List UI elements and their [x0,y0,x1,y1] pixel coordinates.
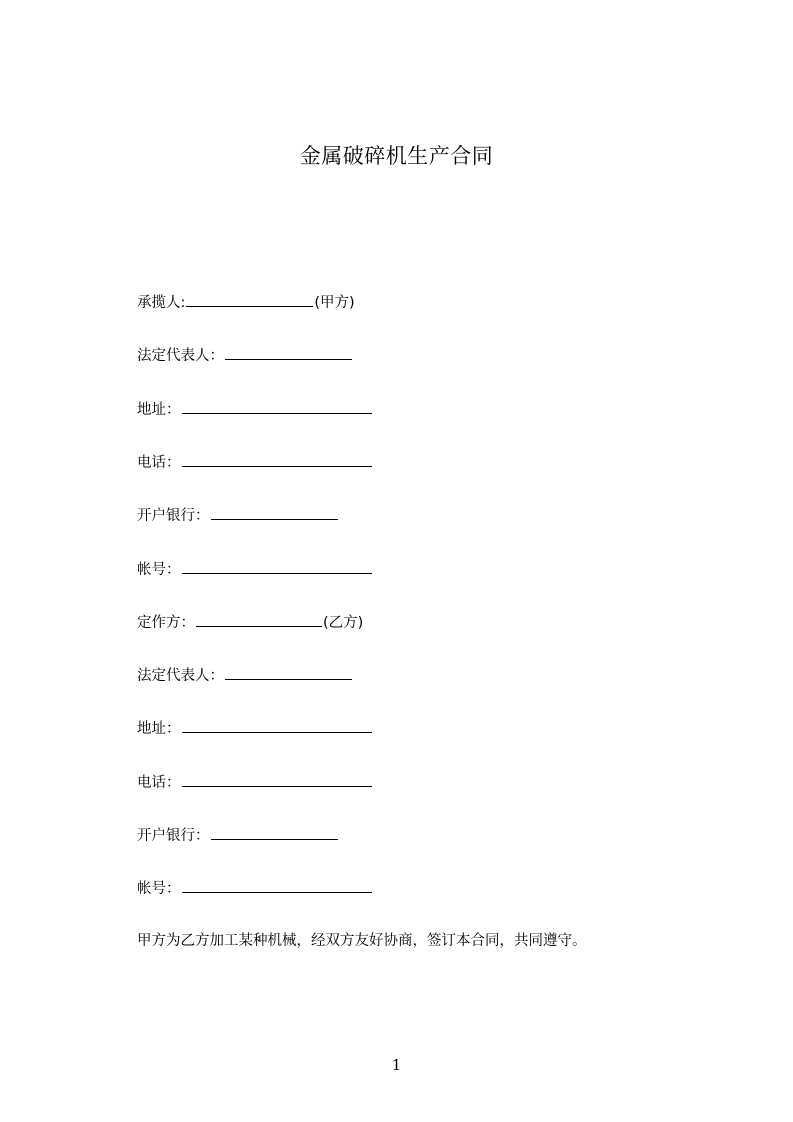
party-a-phone-line [137,451,373,473]
orderer-label: 定作方： [137,615,195,631]
party-b-phone-line [137,771,373,793]
legal-rep-blank[interactable] [225,344,352,360]
bank-blank[interactable] [211,824,338,840]
account-blank[interactable] [182,877,372,893]
address-label: 地址： [137,721,181,737]
party-b-address-line [137,717,373,739]
address-label: 地址： [137,402,181,418]
contractor-blank[interactable] [186,291,313,307]
legal-rep-label: 法定代表人： [137,348,224,364]
bank-blank[interactable] [211,504,338,520]
contractor-label: 承揽人: [137,295,186,311]
legal-rep-label: 法定代表人： [137,668,224,684]
account-label: 帐号： [137,562,181,578]
party-b-orderer-line [137,611,363,633]
address-blank[interactable] [182,398,372,414]
legal-rep-blank[interactable] [225,664,352,680]
party-b-legal-rep-line [137,664,353,686]
address-blank[interactable] [182,717,372,733]
document-title: 金属破碎机生产合同 [299,144,494,168]
bank-label: 开户银行： [137,828,210,844]
party-b-account-line [137,877,373,899]
party-a-bank-line [137,504,339,526]
party-a-contractor-line [137,291,355,313]
bank-label: 开户银行： [137,508,210,524]
phone-label: 电话： [137,455,181,471]
intro-paragraph: 甲方为乙方加工某种机械，经双方友好协商，签订本合同，共同遵守。 [137,933,587,949]
party-b-bank-line [137,824,339,846]
page-number: 1 [391,1056,402,1074]
phone-blank[interactable] [182,771,372,787]
orderer-blank[interactable] [196,611,322,627]
orderer-suffix: (乙方) [323,615,364,631]
party-a-address-line [137,398,373,420]
account-blank[interactable] [182,558,372,574]
contractor-suffix: (甲方) [314,295,355,311]
party-a-legal-rep-line [137,344,353,366]
party-a-account-line [137,558,373,580]
account-label: 帐号： [137,881,181,897]
phone-label: 电话： [137,775,181,791]
phone-blank[interactable] [182,451,372,467]
